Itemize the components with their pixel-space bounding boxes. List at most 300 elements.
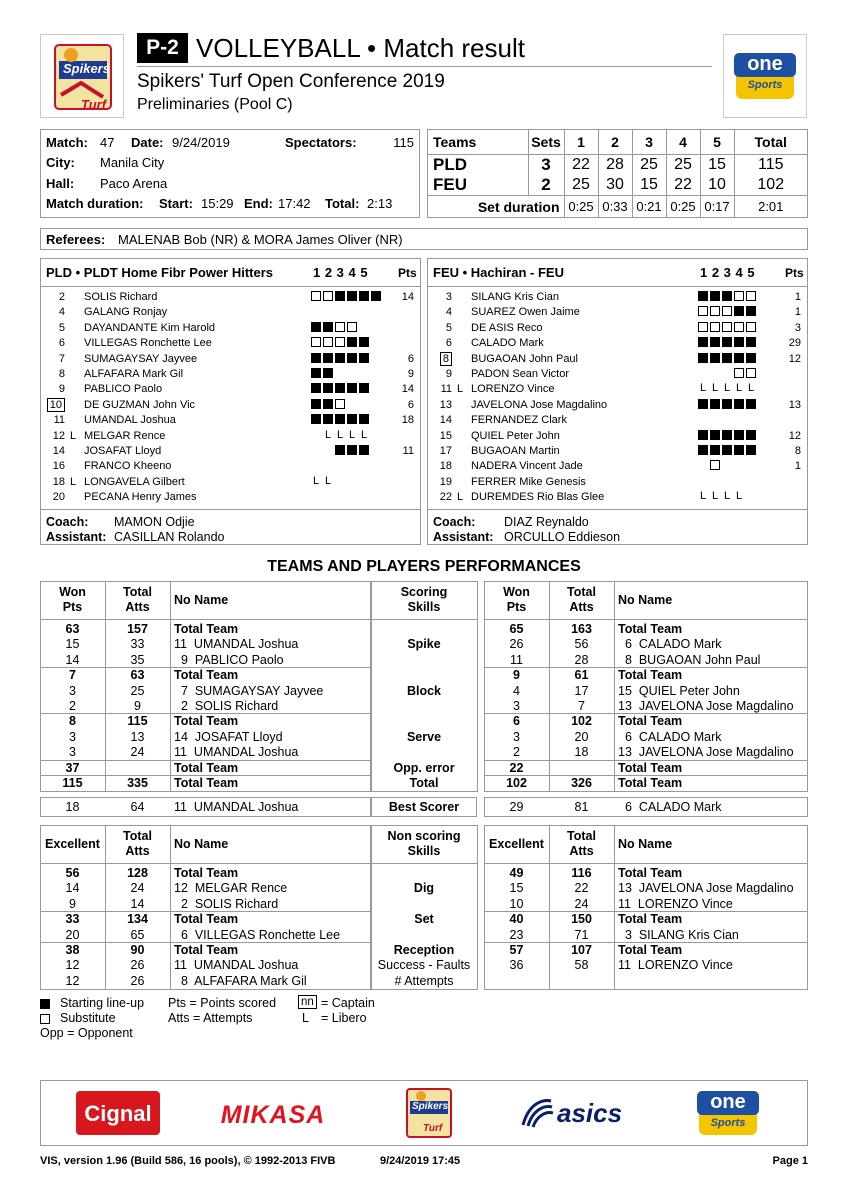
referees-box [40, 228, 808, 250]
substitute-square-icon [698, 322, 708, 332]
player-number: 5 [58, 321, 65, 334]
right-atts: 71 [574, 927, 589, 942]
mikasa-logo: MIKASA [220, 1101, 326, 1129]
left-name: Total Team [174, 912, 239, 927]
set-participation [311, 336, 371, 348]
player-points: 14 [401, 383, 414, 396]
total-atts-header: Total Atts [567, 829, 596, 858]
player-name: JAVELONA Jose Magdalino [471, 398, 608, 411]
player-name: LORENZO Vince [471, 383, 555, 396]
set-participation [698, 382, 758, 394]
set3-header: 3 [632, 130, 666, 154]
total-header: Total [754, 133, 787, 150]
left-won: 2 [69, 699, 76, 713]
player-number: 12 [52, 429, 65, 442]
city-value: Manila City [100, 155, 165, 170]
page-title: VOLLEYBALL • Match result [196, 33, 525, 63]
player-name: DE GUZMAN John Vic [84, 398, 196, 411]
player-name: GALANG Ronjay [84, 306, 168, 319]
player-points: 12 [788, 429, 801, 442]
skill-label: Spike [407, 637, 441, 652]
libero-mark: L [747, 382, 755, 395]
right-name: 6 CALADO Mark [618, 637, 722, 652]
right-atts: 150 [571, 912, 592, 927]
right-name: Total Team [618, 714, 683, 729]
one-sports-logo [723, 34, 807, 118]
set-participation [698, 305, 758, 317]
match-date: 9/24/2019 [172, 135, 230, 150]
title-rule [137, 66, 712, 67]
home-sets: 3 [528, 154, 564, 175]
right-won: 15 [509, 881, 524, 896]
player-row [428, 398, 807, 413]
hall-label: Hall: [46, 176, 75, 191]
libero-mark: L [735, 490, 743, 503]
left-won: 15 [65, 637, 80, 652]
asics-text: asics [557, 1098, 623, 1128]
right-won: 49 [509, 866, 524, 880]
player-number: 6 [445, 337, 452, 350]
right-name: 15 QUIEL Peter John [618, 683, 740, 698]
starter-square-icon [698, 399, 708, 409]
starter-square-icon [746, 399, 756, 409]
away-sets: 2 [528, 175, 564, 196]
player-row [41, 475, 420, 490]
player-name: FERRER Mike Genesis [471, 475, 586, 488]
away-assistant-label: Assistant: [433, 530, 494, 544]
starter-square-icon [335, 383, 345, 393]
starter-square-icon [746, 445, 756, 455]
match-label: Match: [46, 135, 88, 150]
starter-square-icon [311, 399, 321, 409]
starter-square-icon [359, 353, 369, 363]
player-row [428, 459, 807, 474]
right-won: 3 [513, 729, 520, 744]
no-name-header: No Name [174, 593, 229, 607]
player-number: 11 [440, 383, 452, 396]
player-row [41, 367, 420, 382]
player-number: 14 [52, 445, 65, 457]
starter-square-icon [734, 445, 744, 455]
right-atts: 107 [571, 943, 592, 957]
right-won: 40 [509, 912, 524, 927]
footer-version: VIS, version 1.96 (Build 586, 16 pools), © 1992-2013 FIVB [40, 1155, 336, 1167]
left-won: 115 [62, 776, 83, 790]
substitute-square-icon [734, 368, 744, 378]
set-participation [311, 352, 371, 364]
footer-timestamp: 9/24/2019 17:45 [380, 1155, 461, 1167]
skill-header: Scoring Skills [400, 585, 448, 614]
legend-opp: Opp = Opponent [40, 1026, 133, 1040]
right-name: Total Team [618, 912, 683, 927]
right-won: 102 [506, 776, 527, 790]
set-participation [311, 290, 383, 302]
left-won: 37 [65, 760, 80, 775]
substitute-square-icon [746, 291, 756, 301]
player-number: 9 [58, 383, 65, 396]
player-number: 17 [439, 445, 452, 457]
left-won: 63 [65, 622, 80, 636]
libero-mark: L [723, 382, 731, 395]
player-points: 12 [788, 352, 801, 365]
player-row [428, 305, 807, 320]
player-row [41, 321, 420, 336]
one-sports-sponsor-logo [697, 1087, 759, 1141]
set-participation [311, 321, 359, 333]
starter-square-icon [746, 306, 756, 316]
set-participation [698, 321, 758, 333]
sponsor-spikers-text: Spikers [412, 1101, 449, 1112]
skill-label: Dig [413, 881, 435, 896]
player-number: 7 [58, 352, 65, 365]
away-set1: 25 [564, 175, 598, 196]
set-participation [698, 367, 758, 379]
set-duration-label: Set duration [428, 195, 564, 218]
player-row [428, 321, 807, 336]
right-won: 3 [513, 699, 520, 713]
left-atts: 157 [127, 622, 148, 636]
starter-square-icon [335, 353, 345, 363]
away-set2: 30 [598, 175, 632, 196]
left-name: 6 VILLEGAS Ronchette Lee [174, 927, 341, 942]
home-assistant-label: Assistant: [46, 530, 107, 544]
left-won: 14 [65, 881, 80, 896]
home-set-columns: 1 2 3 4 5 [313, 265, 368, 280]
away-set5: 10 [700, 175, 734, 196]
starter-square-icon [323, 414, 333, 424]
right-atts: 17 [574, 683, 589, 698]
cignal-logo [76, 1091, 160, 1135]
sports-text: Sports [747, 79, 783, 91]
left-atts: 25 [130, 683, 145, 698]
away-pts-header: Pts [785, 266, 804, 280]
total-label: Total: [325, 196, 360, 211]
set-participation [311, 429, 371, 441]
left-name: 11 UMANDAL Joshua [174, 637, 299, 652]
set4-header: 4 [666, 130, 700, 154]
won-header: Won Pts [59, 585, 86, 614]
player-name: BUGAOAN John Paul [471, 352, 578, 365]
player-number: 3 [445, 291, 452, 303]
player-name: DE ASIS Reco [471, 321, 543, 334]
starter-square-icon [311, 383, 321, 393]
starter-square-icon [710, 337, 720, 347]
right-name: Total Team [618, 776, 683, 790]
right-won: 10 [509, 896, 524, 911]
right-won: 6 [513, 714, 520, 729]
player-row [428, 490, 807, 505]
away-assistant-name: ORCULLO Eddieson [504, 530, 621, 544]
nonscoring-performance-table [40, 825, 808, 990]
player-row [41, 398, 420, 413]
starter-square-icon [311, 322, 321, 332]
set-participation [698, 459, 722, 471]
player-name: QUIEL Peter John [471, 429, 560, 442]
substitute-square-icon [323, 291, 333, 301]
legend-captain: = Captain [321, 996, 375, 1010]
right-atts: 326 [571, 776, 592, 790]
player-number: 9 [445, 368, 452, 380]
match-number: 47 [100, 135, 115, 150]
set-participation [311, 398, 347, 410]
left-atts: 128 [127, 866, 148, 880]
player-number: 18 [52, 475, 65, 488]
score-row-away [428, 175, 807, 196]
substitute-square-icon [746, 322, 756, 332]
end-value: 17:42 [278, 196, 311, 211]
player-number: 8 [432, 353, 452, 365]
left-won: 56 [65, 866, 80, 880]
right-name: 13 JAVELONA Jose Magdalino [618, 745, 794, 760]
set1-duration: 0:25 [564, 195, 598, 218]
starter-square-icon [347, 445, 357, 455]
phase-name: Preliminaries (Pool C) [137, 96, 293, 113]
set1-header: 1 [564, 130, 598, 154]
libero-mark: L [324, 474, 332, 487]
starter-square-icon [734, 399, 744, 409]
player-name: VILLEGAS Ronchette Lee [84, 337, 212, 350]
legend [40, 995, 540, 1045]
left-name: 7 SUMAGAYSAY Jayvee [174, 683, 324, 698]
home-coach-label: Coach: [46, 515, 89, 529]
score-row-home [428, 154, 807, 175]
player-name: ALFAFARA Mark Gil [84, 368, 184, 380]
best-right-name: 6 CALADO Mark [618, 800, 722, 814]
best-left-atts: 64 [130, 800, 145, 814]
libero-mark: L [699, 382, 707, 395]
referees-value: MALENAB Bob (NR) & MORA James Oliver (NR) [118, 232, 403, 247]
score-box [427, 129, 808, 218]
home-team-code: PLD [428, 154, 528, 175]
right-name: Total Team [618, 943, 683, 957]
right-name: Total Team [618, 760, 683, 775]
legend-starting: Starting line-up [60, 996, 145, 1010]
libero-mark: L [735, 382, 743, 395]
starter-square-icon [722, 399, 732, 409]
set-participation [698, 336, 758, 348]
left-name: Total Team [174, 622, 239, 636]
left-atts: 35 [130, 652, 145, 667]
set-participation [311, 413, 371, 425]
performances-title: TEAMS AND PLAYERS PERFORMANCES [267, 558, 581, 575]
substitute-square-icon [311, 291, 321, 301]
left-name: Total Team [174, 714, 239, 729]
left-name: 11 UMANDAL Joshua [174, 745, 299, 760]
player-number: 20 [52, 491, 65, 504]
starter-square-icon [335, 445, 345, 455]
starter-square-icon [335, 291, 345, 301]
starter-square-icon [311, 414, 321, 424]
away-roster [427, 258, 808, 545]
home-coach-name: MAMON Odjie [114, 515, 195, 529]
left-name: Total Team [174, 943, 239, 957]
home-set4: 25 [666, 154, 700, 175]
starter-square-icon [698, 291, 708, 301]
left-atts: 26 [130, 973, 145, 988]
set5-duration: 0:17 [700, 195, 734, 218]
libero-mark: L [312, 474, 320, 487]
player-number: 22 [439, 491, 452, 504]
home-roster [40, 258, 421, 545]
left-won: 12 [65, 958, 80, 973]
left-won: 12 [65, 973, 80, 988]
won-header: Excellent [489, 837, 544, 851]
left-atts: 65 [130, 927, 145, 942]
player-points: 29 [788, 337, 801, 350]
starter-square-icon [710, 430, 720, 440]
sets-header: Sets [528, 130, 564, 154]
player-name: NADERA Vincent Jade [471, 460, 583, 473]
right-atts: 163 [571, 622, 592, 636]
match-info-box [40, 129, 420, 218]
substitute-square-icon [722, 306, 732, 316]
spectators-value: 115 [393, 135, 414, 150]
starter-square-icon [323, 399, 333, 409]
skill-label: Set [414, 912, 434, 927]
substitute-square-icon [722, 322, 732, 332]
substitute-square-icon [710, 322, 720, 332]
away-total: 102 [757, 175, 785, 193]
won-header: Excellent [45, 837, 100, 851]
starting-square-icon [40, 999, 50, 1009]
right-name: 3 SILANG Kris Cian [618, 927, 739, 942]
skill-label: Total [409, 776, 439, 790]
starter-square-icon [359, 383, 369, 393]
starter-square-icon [698, 445, 708, 455]
player-number: 19 [439, 475, 452, 488]
player-name: UMANDAL Joshua [84, 414, 176, 427]
libero-mark: L [324, 428, 332, 441]
starter-square-icon [347, 291, 357, 301]
player-points: 14 [401, 291, 414, 303]
best-right-atts: 81 [574, 800, 589, 814]
player-name: BUGAOAN Martin [471, 445, 560, 457]
starter-square-icon [347, 414, 357, 424]
player-points: 13 [788, 398, 801, 411]
right-atts: 56 [574, 637, 589, 652]
home-team-title: PLD • PLDT Home Fibr Power Hitters [46, 265, 274, 280]
competition-name: Spikers' Turf Open Conference 2019 [137, 71, 445, 92]
left-won: 33 [65, 912, 80, 927]
away-set3: 15 [632, 175, 666, 196]
right-won: 2 [513, 745, 520, 760]
total-duration: 2:01 [758, 199, 784, 215]
duration-label: Match duration: [46, 196, 144, 211]
left-won: 3 [69, 683, 76, 698]
right-name: Total Team [618, 622, 683, 636]
starter-square-icon [311, 368, 321, 378]
player-name: CALADO Mark [471, 337, 544, 350]
set-participation [311, 444, 371, 456]
starter-square-icon [734, 337, 744, 347]
player-name: PADON Sean Victor [471, 368, 570, 380]
player-row [428, 382, 807, 397]
no-name-header: No Name [618, 593, 673, 607]
player-number: 14 [439, 414, 452, 427]
substitute-square-icon [323, 337, 333, 347]
total-atts-header: Total Atts [123, 585, 152, 614]
libero-mark: L [711, 382, 719, 395]
player-name: FRANCO Kheeno [84, 460, 172, 473]
player-number: 6 [58, 337, 65, 350]
player-points: 6 [407, 352, 414, 365]
substitute-square-icon [710, 306, 720, 316]
left-atts: 33 [130, 637, 145, 652]
right-name: 13 JAVELONA Jose Magdalino [618, 881, 794, 896]
left-won: 38 [65, 943, 80, 957]
referees-label: Referees: [46, 232, 106, 247]
player-row [428, 475, 807, 490]
player-row [428, 290, 807, 305]
player-row [41, 336, 420, 351]
player-points: 1 [794, 306, 801, 319]
best-left-name: 11 UMANDAL Joshua [174, 800, 299, 814]
left-won: 7 [69, 668, 76, 683]
set-participation [698, 352, 758, 364]
player-points: 11 [402, 445, 414, 457]
set-participation [698, 490, 746, 502]
sponsor-bar [40, 1080, 808, 1146]
right-atts: 28 [574, 652, 589, 667]
no-name-header: No Name [174, 837, 229, 851]
asics-stripes-icon [519, 1095, 555, 1129]
one-text: one [734, 53, 796, 77]
left-won: 20 [65, 927, 80, 942]
starter-square-icon [722, 430, 732, 440]
left-won: 14 [65, 652, 80, 667]
away-set-columns: 1 2 3 4 5 [700, 265, 755, 280]
set-participation [311, 382, 371, 394]
best-scorer-row [40, 797, 808, 817]
logo-text-top: Spikers [63, 61, 110, 76]
footer-page: Page 1 [772, 1155, 808, 1167]
right-won: 11 [510, 652, 523, 667]
player-number: 4 [445, 306, 452, 319]
right-name: 11 LORENZO Vince [618, 896, 733, 911]
home-set5: 15 [700, 154, 734, 175]
left-atts: 13 [130, 729, 145, 744]
player-name: PECANA Henry James [84, 491, 197, 504]
player-row [428, 336, 807, 351]
set-participation [311, 367, 335, 379]
libero-mark: L [336, 428, 344, 441]
starter-square-icon [710, 399, 720, 409]
teams-header: Teams [428, 130, 528, 154]
player-name: SILANG Kris Cian [471, 291, 560, 303]
scoring-performance-table [40, 581, 808, 790]
no-name-header: No Name [618, 837, 673, 851]
player-name: SUMAGAYSAY Jayvee [84, 352, 198, 365]
away-set4: 22 [666, 175, 700, 196]
starter-square-icon [371, 291, 381, 301]
starter-square-icon [746, 353, 756, 363]
right-name: 11 LORENZO Vince [618, 958, 733, 973]
right-atts: 18 [574, 745, 589, 760]
legend-captain-box: nn [298, 995, 317, 1009]
skill-header: Non scoring Skills [387, 829, 461, 858]
left-name: Total Team [174, 776, 239, 790]
substitute-square-icon [698, 306, 708, 316]
player-row [41, 413, 420, 428]
total-value: 2:13 [367, 196, 393, 211]
player-name: JOSAFAT Lloyd [84, 445, 162, 457]
left-name: 9 PABLICO Paolo [174, 652, 284, 667]
player-number: 5 [445, 321, 452, 334]
left-atts: 24 [130, 881, 145, 896]
total-atts-header: Total Atts [567, 585, 596, 614]
left-atts: 115 [127, 714, 148, 729]
spikers-turf-sponsor-logo [401, 1085, 457, 1141]
